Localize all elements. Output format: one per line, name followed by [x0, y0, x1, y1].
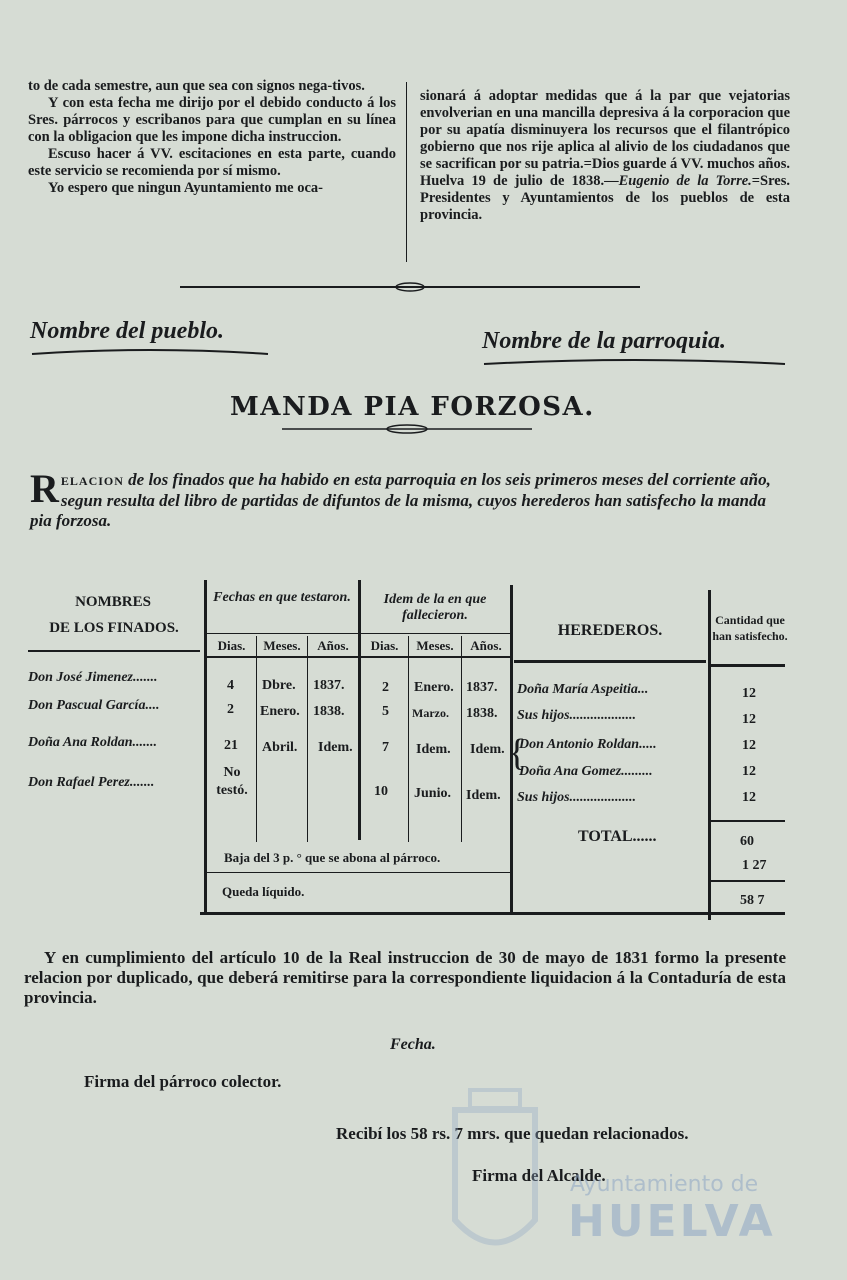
finado-name: Doña Ana Roldan.......: [28, 735, 158, 750]
intro-text: de los finados que ha habido en esta parroquia en los seis primeros meses del corriente año, segun resulta del libro de partidas de difuntos de la misma, cuyos herederos han satisfecho la manda pia forzosa.: [30, 470, 771, 530]
table-rule: [711, 820, 785, 822]
fallecio-mes: Marzo.: [412, 706, 449, 720]
cantidad: 12: [742, 738, 756, 753]
table-rule: [307, 636, 308, 842]
header-cantidad: Cantidad que han satisfecho.: [712, 613, 788, 643]
table-rule: [204, 580, 207, 912]
fallecio-dia: 10: [374, 784, 388, 799]
baja-value: 1 27: [742, 858, 767, 873]
table-rule: [256, 636, 257, 842]
brace-icon: {: [508, 732, 527, 774]
header-herederos: HEREDEROS.: [557, 622, 663, 639]
heredero: Doña Ana Gomez.........: [519, 764, 653, 779]
firma-alcalde: Firma del Alcalde.: [472, 1166, 606, 1185]
liquido-value: 58 7: [740, 893, 765, 908]
smallcaps-word: ELACION: [60, 474, 124, 488]
table-rule: [408, 636, 409, 842]
fallecio-mes: Idem.: [416, 742, 451, 757]
total-label: TOTAL......: [578, 828, 657, 845]
table-rule: [206, 656, 511, 658]
testo-ano: 1838.: [313, 704, 345, 719]
testo-mes: Abril.: [262, 740, 298, 755]
table-rule: [711, 880, 785, 882]
baja-label: Baja del 3 p. ° que se abona al párroco.: [224, 850, 441, 865]
testo-mes: Enero.: [260, 704, 300, 719]
left-column: [28, 78, 396, 197]
fallecio-ano: 1838.: [466, 706, 498, 721]
testo-ano: Idem.: [318, 740, 353, 755]
testo-mes: Dbre.: [262, 678, 296, 693]
paragraph: =Sres. Presidentes y Ayuntamientos de los pueblos de esta provincia.: [420, 173, 790, 223]
cantidad: 12: [742, 790, 756, 805]
ornament-rule: [180, 280, 640, 294]
column-divider: [406, 82, 407, 262]
finado-name: Don Rafael Perez.......: [28, 775, 155, 790]
table-rule: [358, 580, 361, 840]
fallecio-ano: Idem.: [466, 788, 501, 803]
sub-meses: Meses.: [416, 638, 454, 653]
table-rule: [361, 633, 511, 634]
watermark-line1: Ayuntamiento de: [570, 1172, 759, 1197]
heredero: Don Antonio Roldan.....: [519, 737, 657, 752]
fallecio-mes: Enero.: [414, 680, 454, 695]
header-fallecieron: Idem de la en que fallecieron.: [383, 592, 487, 623]
fallecio-mes: Junio.: [414, 786, 451, 801]
header-testaron: Fechas en que testaron.: [213, 590, 351, 605]
table-rule: [206, 872, 511, 873]
watermark-line2: HUELVA: [568, 1196, 776, 1247]
table-rule: [514, 660, 706, 663]
signature: Eugenio de la Torre.: [618, 173, 752, 189]
sub-anos: Años.: [317, 638, 349, 653]
paragraph: sionará á adoptar medidas que á la par que vejatorias envolverian en una mancilla depresiva á la corporacion que por su apatía disminuyera los recursos que el filantrópico gobierno que nos rije aplica al alivio de los ciudadanos que se sacrifican por su patria.=Dios guarde á VV. muchos años. Huelva 19 de julio de 1838.—: [420, 88, 790, 189]
swash-left: [30, 348, 270, 360]
fallecio-ano: 1837.: [466, 680, 498, 695]
table-rule: [708, 590, 711, 920]
heredero: Sus hijos...................: [517, 708, 637, 723]
cantidad: 12: [742, 712, 756, 727]
table-rule: [711, 664, 785, 667]
heredero: Doña María Aspeitia...: [517, 682, 649, 697]
coat-of-arms-watermark: [440, 1080, 550, 1270]
sub-anos: Años.: [470, 638, 502, 653]
page-title: MANDA PIA FORZOSA.: [230, 392, 595, 422]
fallecio-dia: 5: [382, 704, 389, 719]
right-column: [420, 88, 790, 224]
firma-parroco: Firma del párroco colector.: [84, 1072, 282, 1091]
cantidad: 12: [742, 686, 756, 701]
swash-right: [482, 358, 787, 370]
heredero: Sus hijos...................: [517, 790, 637, 805]
title-ornament: [282, 423, 532, 435]
fecha-label: Fecha.: [390, 1036, 436, 1053]
paragraph: Yo espero que ningun Ayuntamiento me oca-: [48, 180, 323, 196]
testo-dia: No testó.: [216, 765, 248, 798]
table-rule: [461, 636, 462, 842]
recibi-line: Recibí los 58 rs. 7 mrs. que quedan relacionados.: [336, 1124, 689, 1143]
testo-dia: 4: [227, 678, 234, 693]
testo-ano: 1837.: [313, 678, 345, 693]
finado-name: Don José Jimenez.......: [28, 670, 158, 685]
sub-meses: Meses.: [263, 638, 301, 653]
fallecio-ano: Idem.: [470, 742, 505, 757]
finado-name: Don Pascual García....: [28, 698, 160, 713]
closing-paragraph: Y en cumplimiento del artículo 10 de la Real instruccion de 30 de mayo de 1831 formo la presente relacion por duplicado, que deberá remitirse para la correspondiente liquidacion á la Contaduría de esta provincia.: [24, 948, 786, 1007]
table-rule: [28, 650, 200, 652]
parroquia-label: Nombre de la parroquia.: [482, 328, 727, 354]
pueblo-label: Nombre del pueblo.: [30, 318, 224, 344]
sub-dias: Dias.: [370, 638, 399, 653]
total-value: 60: [740, 834, 754, 849]
header-nombres: NOMBRES: [75, 594, 151, 610]
drop-cap: R: [30, 466, 59, 511]
cantidad: 12: [742, 764, 756, 779]
testo-dia: 21: [224, 738, 238, 753]
fallecio-dia: 7: [382, 740, 389, 755]
paragraph: to de cada semestre, aun que sea con signos nega-tivos.: [28, 78, 365, 94]
paragraph: Y con esta fecha me dirijo por el debido conducto á los Sres. párrocos y escribanos para que cumplan en su línea con la obligacion que les impone dicha instruccion.: [28, 95, 396, 145]
header-finados: DE LOS FINADOS.: [49, 620, 179, 636]
sub-dias: Dias.: [217, 638, 246, 653]
liquido-label: Queda líquido.: [222, 884, 305, 899]
table-rule: [206, 633, 358, 634]
table-rule: [200, 912, 785, 915]
intro-paragraph: [30, 466, 790, 531]
fallecio-dia: 2: [382, 680, 389, 695]
testo-dia: 2: [227, 702, 234, 717]
paragraph: Escuso hacer á VV. escitaciones en esta parte, cuando este servicio se recomienda por sí mismo.: [28, 146, 396, 179]
